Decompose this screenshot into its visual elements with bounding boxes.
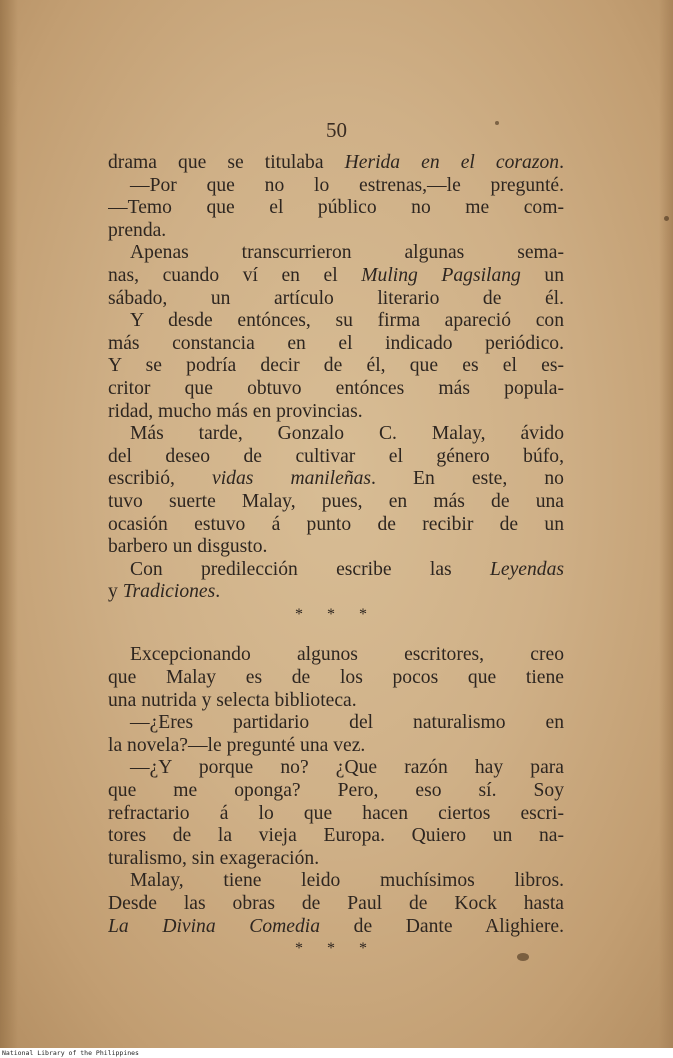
text-line bbox=[108, 780, 564, 803]
page-edge-right bbox=[659, 0, 673, 1048]
text-line bbox=[108, 514, 564, 537]
text-line bbox=[108, 581, 564, 604]
body-text bbox=[108, 152, 564, 961]
paragraph-block-1 bbox=[108, 152, 564, 604]
text-line bbox=[108, 536, 564, 559]
text-segment: —¿Eres partidario del naturalismo en bbox=[130, 712, 564, 734]
text-segment: barbero un disgusto. bbox=[108, 536, 268, 558]
text-segment: y bbox=[108, 581, 123, 603]
text-segment: . bbox=[559, 152, 564, 173]
section-separator: * * * bbox=[295, 940, 377, 958]
italic-text: vidas manileñas bbox=[212, 468, 372, 490]
text-line bbox=[108, 848, 564, 871]
text-segment: Con predilección escribe las bbox=[130, 558, 490, 580]
italic-text: Leyendas bbox=[489, 558, 564, 580]
text-line bbox=[108, 175, 564, 198]
text-segment: Apenas transcurrieron algunas sema- bbox=[130, 242, 564, 264]
text-segment: una nutrida y selecta biblioteca. bbox=[108, 689, 357, 711]
text-segment: —¿Y porque no? ¿Que razón hay para bbox=[130, 757, 564, 779]
text-segment: tores de la vieja Europa. Quiero un na- bbox=[108, 825, 564, 847]
text-line bbox=[108, 644, 564, 667]
italic-text: Muling Pagsilang bbox=[361, 264, 521, 286]
text-segment: critor que obtuvo entónces más popula- bbox=[108, 377, 564, 399]
text-segment: tuvo suerte Malay, pues, en más de una bbox=[108, 490, 564, 512]
text-segment: Y se podría decir de él, que es el es- bbox=[108, 355, 564, 377]
text-segment: turalismo, sin exageración. bbox=[108, 847, 320, 869]
text-segment: —Temo que el público no me com- bbox=[108, 197, 564, 219]
text-line bbox=[108, 310, 564, 333]
page-edge-left bbox=[0, 0, 18, 1048]
ink-stain bbox=[664, 216, 669, 221]
italic-text: La Divina Comedia bbox=[108, 915, 321, 937]
text-line bbox=[108, 825, 564, 848]
text-line bbox=[108, 491, 564, 514]
text-segment: nas, cuando ví en el bbox=[108, 264, 362, 286]
text-line bbox=[108, 667, 564, 690]
text-segment: . En este, no bbox=[371, 468, 564, 490]
text-segment: ocasión estuvo á punto de recibir de un bbox=[108, 513, 564, 535]
ink-stain bbox=[495, 121, 499, 125]
text-segment: más constancia en el indicado periódico. bbox=[108, 332, 564, 354]
text-line bbox=[108, 559, 564, 582]
text-line bbox=[108, 712, 564, 735]
text-line bbox=[108, 242, 564, 265]
text-segment: sábado, un artículo literario de él. bbox=[108, 287, 564, 309]
italic-text: Tradiciones bbox=[122, 581, 216, 603]
library-footer bbox=[0, 1048, 673, 1058]
ink-stain bbox=[517, 953, 529, 961]
text-line bbox=[108, 446, 564, 469]
text-segment: . bbox=[215, 581, 221, 603]
text-segment: —Por que no lo estrenas,—le pregunté. bbox=[130, 174, 564, 196]
text-segment: refractario á lo que hacen ciertos escri- bbox=[108, 802, 564, 824]
text-line bbox=[108, 757, 564, 780]
text-segment: Más tarde, Gonzalo C. Malay, ávido bbox=[130, 423, 564, 445]
text-line bbox=[108, 735, 564, 758]
text-segment: Desde las obras de Paul de Kock hasta bbox=[108, 893, 564, 914]
text-segment: ridad, mucho más en provincias. bbox=[108, 400, 363, 422]
text-line bbox=[108, 378, 564, 401]
text-line bbox=[108, 197, 564, 220]
text-segment: del deseo de cultivar el género búfo, bbox=[108, 445, 564, 467]
footer-text: National Library of the Philippines bbox=[2, 1049, 139, 1057]
text-line bbox=[108, 690, 564, 713]
text-line bbox=[108, 870, 564, 893]
text-line bbox=[108, 916, 564, 939]
paragraph-block-2 bbox=[108, 644, 564, 938]
text-line bbox=[108, 152, 564, 175]
text-line bbox=[108, 220, 564, 243]
text-segment: escribió, bbox=[108, 468, 213, 490]
text-segment: la novela?—le pregunté una vez. bbox=[108, 734, 366, 756]
italic-text: Herida en el corazon bbox=[344, 152, 560, 173]
text-line bbox=[108, 893, 564, 916]
text-segment: Malay, tiene leido muchísimos libros. bbox=[130, 870, 564, 892]
text-segment: Excepcionando algunos escritores, creo bbox=[130, 644, 564, 666]
page-number: 50 bbox=[326, 118, 347, 142]
text-segment: drama que se titulaba bbox=[108, 152, 345, 173]
text-line bbox=[108, 355, 564, 378]
text-line bbox=[108, 333, 564, 356]
text-line bbox=[108, 803, 564, 826]
text-line bbox=[108, 288, 564, 311]
text-line bbox=[108, 468, 564, 491]
text-line bbox=[108, 423, 564, 446]
section-separator: * * * bbox=[295, 605, 377, 623]
text-line bbox=[108, 401, 564, 424]
text-segment: prenda. bbox=[108, 219, 167, 241]
text-line bbox=[108, 265, 564, 288]
text-segment: que me oponga? Pero, eso sí. Soy bbox=[108, 780, 564, 802]
text-segment: Y desde entónces, su firma apareció con bbox=[130, 310, 564, 332]
text-segment: que Malay es de los pocos que tiene bbox=[108, 667, 564, 689]
text-segment: un bbox=[520, 264, 564, 286]
text-segment: de Dante Alighiere. bbox=[320, 915, 564, 937]
